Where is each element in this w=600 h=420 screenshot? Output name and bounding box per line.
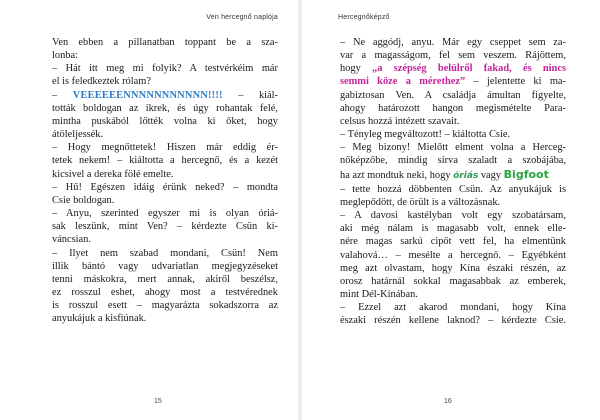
text-line <box>340 183 566 196</box>
text-line <box>52 115 278 128</box>
text-line <box>340 115 566 128</box>
text-line <box>52 207 278 220</box>
text-line <box>52 168 278 181</box>
text-line <box>52 220 278 233</box>
line-text: mintha puskából lőtték volna ki őket, hogy <box>52 115 278 127</box>
line-text: Ven ebben a pillanatban toppant be a sza- <box>52 37 278 48</box>
text-line <box>340 249 566 262</box>
text-line <box>52 75 278 88</box>
line-text: Csie boldogan. <box>52 194 115 206</box>
line-text: sak leszünk, mint Ven? – kérdezte Csün kí- <box>52 221 278 233</box>
stylized-word-bigfoot: Bigfoot <box>503 167 549 181</box>
text-line <box>52 102 278 115</box>
text-line <box>52 141 278 154</box>
line-text: is rosszul esett – magyarázta sokadszorra az <box>52 300 278 312</box>
line-text: gabiztosan Ven. A családja ámultan figyelte, <box>340 89 566 101</box>
line-text: északi részén kellene laknod? – kérdezte Csie. <box>340 315 566 327</box>
text-line <box>340 141 566 154</box>
text-line <box>340 235 566 248</box>
text-line <box>52 181 278 194</box>
line-text: anyukájuk a kisfiúnak. <box>52 313 147 325</box>
text-line <box>340 102 566 115</box>
line-text: – Tényleg megváltozott! – kiáltotta Csie. <box>340 129 511 141</box>
text-line <box>340 288 566 301</box>
line-text: váncsian. <box>52 234 91 246</box>
line-text: nőképzőbe, mindig sírva szaladt a szobájába, <box>340 155 566 167</box>
highlighted-quote: semmi köze a mérethez” <box>340 76 466 88</box>
text-line <box>340 168 566 183</box>
line-text: – tette hozzá döbbenten Csün. Az anyukájuk is <box>340 183 566 195</box>
line-text: mint Dél-Kínában. <box>340 288 418 300</box>
line-text: – Ne aggódj, anyu. Már egy cseppet sem za- <box>340 37 566 48</box>
stylized-word-orias: óriás <box>453 170 479 181</box>
line-text: tetek nekem! – kiáltotta a hercegnő, és a kezét <box>52 155 278 167</box>
text-line <box>52 312 278 325</box>
line-text: – A davosi kastélyban volt egy szobatársam, <box>340 210 566 222</box>
text-line <box>340 262 566 275</box>
text-line <box>340 275 566 288</box>
running-head: Hercegnőképző <box>338 14 390 21</box>
page-number: 16 <box>444 398 452 405</box>
body-text <box>52 36 278 325</box>
text-line <box>340 36 566 49</box>
line-text: tották boldogan az ikrek, és úgy rohantak felé, <box>52 102 278 114</box>
text-line <box>52 286 278 299</box>
text-line <box>52 247 278 260</box>
line-text: átöleljessék. <box>52 129 104 141</box>
text-line <box>52 194 278 207</box>
line-text: var a magasságom, fel sem veszem. Rájöttem, <box>340 50 566 62</box>
text-line <box>52 273 278 286</box>
text-line <box>340 196 566 209</box>
highlighted-quote: „a szépség belülről fakad, és nincs <box>372 63 566 75</box>
line-text: meg azt olvastam, hogy Kína északi részén, az <box>340 262 566 274</box>
line-text: – Hát itt meg mi folyik? A testvérkéim már <box>52 63 278 75</box>
line-text: kicsivel a dereka fölé emelte. <box>52 168 174 180</box>
line-text: hogy <box>340 63 373 75</box>
highlighted-shout: VEEEEEENNNNNNNNNNN!!!! <box>72 89 223 101</box>
text-line <box>340 89 566 102</box>
text-line <box>340 154 566 167</box>
body-text <box>340 36 566 327</box>
line-text: aki még nálam is magasabb volt, ennek elle- <box>340 223 566 235</box>
line-text: – Hű! Egészen idáig érünk neked? – mondta <box>52 181 278 193</box>
text-line <box>52 128 278 141</box>
text-line <box>340 49 566 62</box>
line-text: – Anyu, szerinted egyszer mi is olyan óriá- <box>52 208 278 220</box>
line-text: – Ilyet nem szabad mondani, Csün! Nem <box>52 247 278 259</box>
text-line <box>52 89 278 102</box>
line-text: – jelentette ki ma- <box>465 76 566 88</box>
line-text: – Ezzel azt akarod mondani, hogy Kína <box>340 302 566 314</box>
line-text: nére magas sarkú cipőt vett fel, ha elmentünk <box>340 236 566 248</box>
line-text: ha azt mondtuk neki, hogy <box>340 169 454 181</box>
line-text: – Meg bizony! Mielőtt elment volna a Herceg- <box>340 142 566 154</box>
line-text: orosz határnál sokkal magasabbak az emberek, <box>340 275 566 287</box>
text-line <box>52 36 278 49</box>
page-number: 15 <box>154 398 162 405</box>
text-line <box>52 260 278 273</box>
text-line <box>52 233 278 246</box>
line-text: – <box>52 89 73 101</box>
line-text: – kiál- <box>222 89 278 101</box>
text-line <box>340 62 566 75</box>
text-line <box>340 222 566 235</box>
right-page <box>300 0 600 420</box>
line-text: ez rosszul eshet, ahogy most a testvérednek <box>52 286 278 298</box>
line-text: vagy <box>478 169 504 181</box>
line-text: celsus hozzá intézett szavait. <box>340 115 460 127</box>
line-text: – Hogy megnőttetek! Hiszen már eddig ér- <box>52 142 278 154</box>
line-text: meglepődött, de örült is a változásnak. <box>340 196 501 208</box>
text-line <box>340 75 566 88</box>
text-line <box>340 314 566 327</box>
text-line <box>52 299 278 312</box>
line-text: el is feledkeztek rólam? <box>52 76 151 88</box>
line-text: valahová… – mesélte a hercegnő. – Egyébként <box>340 249 566 261</box>
line-text: lonba: <box>52 50 78 62</box>
running-head: Ven hercegnő naplója <box>206 14 278 21</box>
line-text: illik bántó vagy udvariatlan megjegyzéseket <box>52 260 278 272</box>
text-line <box>52 62 278 75</box>
text-line <box>340 128 566 141</box>
line-text: tenni máskokra, mert annak, akiről beszélsz, <box>52 273 278 285</box>
line-text: ahogy határozott hangon megismételte Para- <box>340 102 566 114</box>
text-line <box>52 49 278 62</box>
text-line <box>52 154 278 167</box>
text-line <box>340 301 566 314</box>
text-line <box>340 209 566 222</box>
